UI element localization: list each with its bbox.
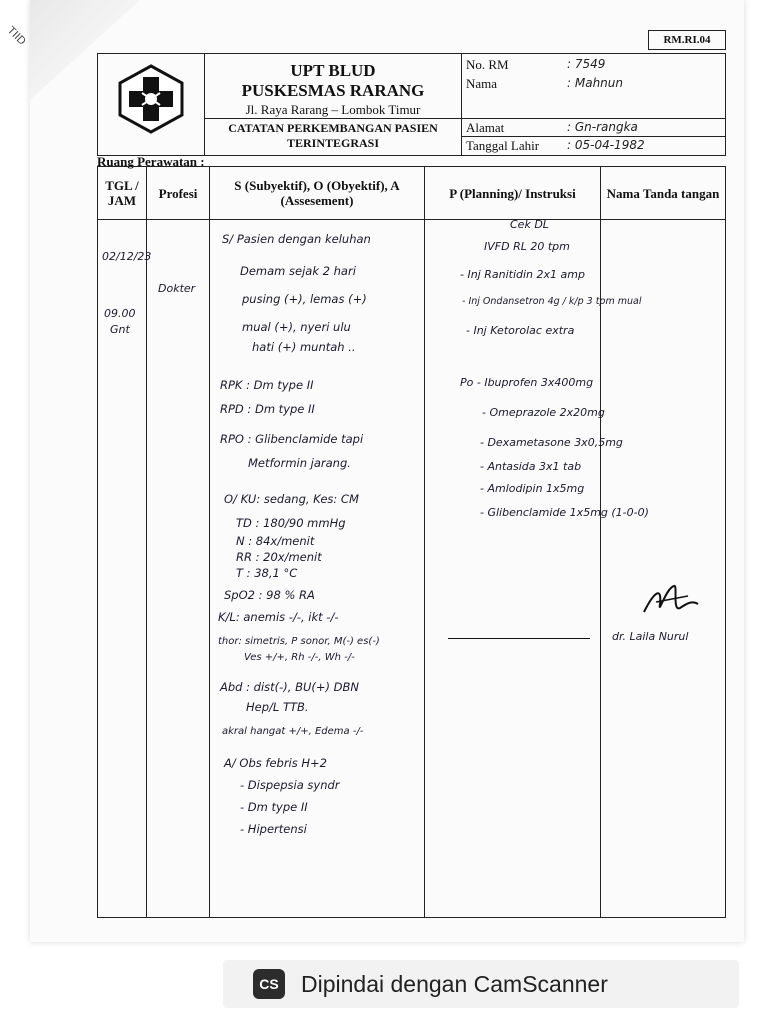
progress-notes-table xyxy=(97,166,726,918)
soa-line: RR : 20x/menit xyxy=(236,550,322,564)
form-code: RM.RI.04 xyxy=(648,30,726,50)
soa-line: N : 84x/menit xyxy=(236,534,315,548)
soa-line: Metformin jarang. xyxy=(248,456,351,470)
soa-line: Demam sejak 2 hari xyxy=(240,264,356,278)
signature-scribble xyxy=(636,582,706,622)
soa-line: S/ Pasien dengan keluhan xyxy=(222,232,371,246)
soa-line: RPK : Dm type II xyxy=(220,378,314,392)
logo-cell xyxy=(98,54,205,155)
title-line2: PUSKESMAS RARANG xyxy=(241,81,425,100)
soa-line: - Dispepsia syndr xyxy=(240,778,340,792)
title-line1: UPT BLUD xyxy=(290,61,376,80)
address-value: : Gn-rangka xyxy=(567,120,638,134)
column-divider xyxy=(424,167,425,917)
entry-profesi: Dokter xyxy=(158,282,196,295)
subtitle-line1: CATATAN PERKEMBANGAN PASIEN xyxy=(228,121,438,135)
soa-line: akral hangat +/+, Edema -/- xyxy=(222,726,364,737)
institution-title xyxy=(205,54,461,116)
name-value: : Mahnun xyxy=(567,76,623,90)
dob-label: Tanggal Lahir xyxy=(466,138,540,153)
plan-line: Cek DL xyxy=(510,218,549,231)
subtitle-line2: TERINTEGRASI xyxy=(286,136,380,150)
soa-line: Hep/L TTB. xyxy=(246,700,309,714)
rm-label: No. RM xyxy=(466,57,509,72)
soa-line: K/L: anemis -/-, ikt -/- xyxy=(218,610,339,624)
soa-line: TD : 180/90 mmHg xyxy=(236,516,346,530)
soa-line: - Hipertensi xyxy=(240,822,307,836)
header-divider xyxy=(98,219,725,220)
entry-date: 02/12/23 xyxy=(102,250,152,263)
soa-line: Ves +/+, Rh -/-, Wh -/- xyxy=(244,652,355,663)
plan-line: - Inj Ranitidin 2x1 amp xyxy=(460,268,585,281)
soa-line: A/ Obs febris H+2 xyxy=(224,756,327,770)
soa-line: RPD : Dm type II xyxy=(220,402,315,416)
plan-line: - Glibenclamide 1x5mg (1-0-0) xyxy=(480,506,649,519)
column-header-soa: S (Subyektif), O (Obyektif), A (Assesement) xyxy=(234,178,400,208)
dob-value: : 05-04-1982 xyxy=(567,138,645,152)
column-header-profesi: Profesi xyxy=(158,185,198,201)
soa-line: T : 38,1 °C xyxy=(236,566,298,580)
camscanner-footer xyxy=(223,960,739,1008)
soa-line: hati (+) muntah .. xyxy=(252,340,356,354)
form-subtitle xyxy=(205,118,461,155)
soa-line: mual (+), nyeri ulu xyxy=(242,320,351,334)
plan-line: - Antasida 3x1 tab xyxy=(480,460,582,473)
plan-line: - Dexametasone 3x0,5mg xyxy=(480,436,623,449)
plan-line: Po - Ibuprofen 3x400mg xyxy=(460,376,594,389)
plan-line: - Omeprazole 2x20mg xyxy=(482,406,605,419)
column-header-planning: P (Planning)/ Instruksi xyxy=(449,185,576,201)
soa-line: SpO2 : 98 % RA xyxy=(224,588,315,602)
soa-line: Abd : dist(-), BU(+) DBN xyxy=(220,680,359,694)
soa-line: O/ KU: sedang, Kes: CM xyxy=(224,492,359,506)
column-divider xyxy=(146,167,147,917)
arrow-line xyxy=(448,638,590,639)
plan-line: IVFD RL 20 tpm xyxy=(484,240,570,253)
soa-line: thor: simetris, P sonor, M(-) es(-) xyxy=(218,636,380,647)
soa-line: - Dm type II xyxy=(240,800,308,814)
ruang-perawatan-label: Ruang Perawatan : xyxy=(97,154,205,169)
column-header-tgl: TGL / JAM xyxy=(105,178,139,208)
entry-time: 09.00 xyxy=(104,307,136,320)
patient-id-block xyxy=(461,54,726,155)
plan-line: - Amlodipin 1x5mg xyxy=(480,482,585,495)
address-label: Alamat xyxy=(466,120,505,135)
column-divider xyxy=(209,167,210,917)
camscanner-text: Dipindai dengan CamScanner xyxy=(301,971,608,997)
doctor-name: dr. Laila Nurul xyxy=(612,630,689,643)
entry-time-suffix: Gnt xyxy=(110,323,130,336)
divider xyxy=(462,136,726,137)
soa-line: pusing (+), lemas (+) xyxy=(242,292,367,306)
name-label: Nama xyxy=(466,76,498,91)
corner-text: TIID xyxy=(4,24,28,48)
document-header xyxy=(97,53,726,156)
puskesmas-logo-icon xyxy=(115,63,187,135)
column-divider xyxy=(600,167,601,917)
camscanner-icon: CS xyxy=(253,969,285,999)
divider xyxy=(462,118,726,119)
column-header-signature: Nama Tanda tangan xyxy=(606,185,720,201)
soa-line: RPO : Glibenclamide tapi xyxy=(220,432,364,446)
plan-line: - Inj Ketorolac extra xyxy=(466,324,575,337)
rm-value: : 7549 xyxy=(567,57,606,71)
institution-address: Jl. Raya Rarang – Lombok Timur xyxy=(245,102,421,117)
plan-line: - Inj Ondansetron 4g / k/p 3 tpm mual xyxy=(462,296,642,307)
